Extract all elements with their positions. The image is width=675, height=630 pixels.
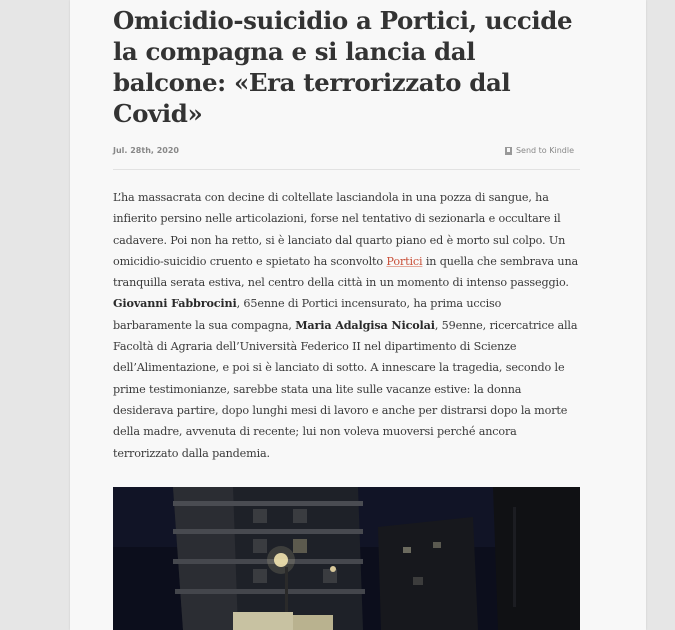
article-meta xyxy=(113,146,580,160)
article-title: Omicidio-suicidio a Portici, uccide la compagna e si lancia dal balcone: «Era terrorizzato dal Covid» xyxy=(113,6,573,128)
send-to-kindle-label: Send to Kindle xyxy=(515,146,574,155)
paragraph-text-2: in quella che sembrava una tranquilla serata estiva, nel centro della città in un momento di intenso passeggio. xyxy=(113,254,579,290)
reader-page xyxy=(70,0,646,630)
paragraph-text-1: L’ha massacrata con decine di coltellate lasciandola in una pozza di sangue, ha infierito persino nelle articolazioni, forse nel tentativo di sezionarla e occultare il cadavere. Poi non ha retto, si è lanciato dal quarto piano ed è morto sul colpo. Un omicidio-suicidio cruento e spietato ha sconvolto xyxy=(113,191,566,268)
article xyxy=(113,0,580,475)
paragraph-text-3: , 65enne di Portici incensurato, ha prima ucciso barbaramente la sua compagna, xyxy=(113,297,502,332)
article-date: Jul. 28th, 2020 xyxy=(113,146,179,155)
paragraph-text-4: , 59enne, ricercatrice alla Facoltà di Agraria dell’Università Federico II nel dipartimento di Scienze dell’Alimentazione, e poi si è lanciato di sotto. A innescare la tragedia, secondo le prime testimonianze, sarebbe stata una lite sulle vacanze estive: la donna desiderava partire, dopo lunghi mesi di lavoro e anche per distrarsi dopo la morte della madre, avvenuta di recente; lui non voleva muoversi perché ancora terrorizzato dalla pandemia. xyxy=(113,318,578,460)
portici-link[interactable]: Portici xyxy=(386,254,423,268)
article-paragraph xyxy=(113,187,580,464)
divider xyxy=(113,169,580,170)
article-photo xyxy=(113,487,580,630)
person-name-1: Giovanni Fabbrocini xyxy=(113,296,237,311)
night-building-photo xyxy=(113,487,580,630)
person-name-2: Maria Adalgisa Nicolai xyxy=(295,317,435,332)
kindle-icon xyxy=(505,147,512,155)
send-to-kindle-button[interactable] xyxy=(505,146,574,155)
